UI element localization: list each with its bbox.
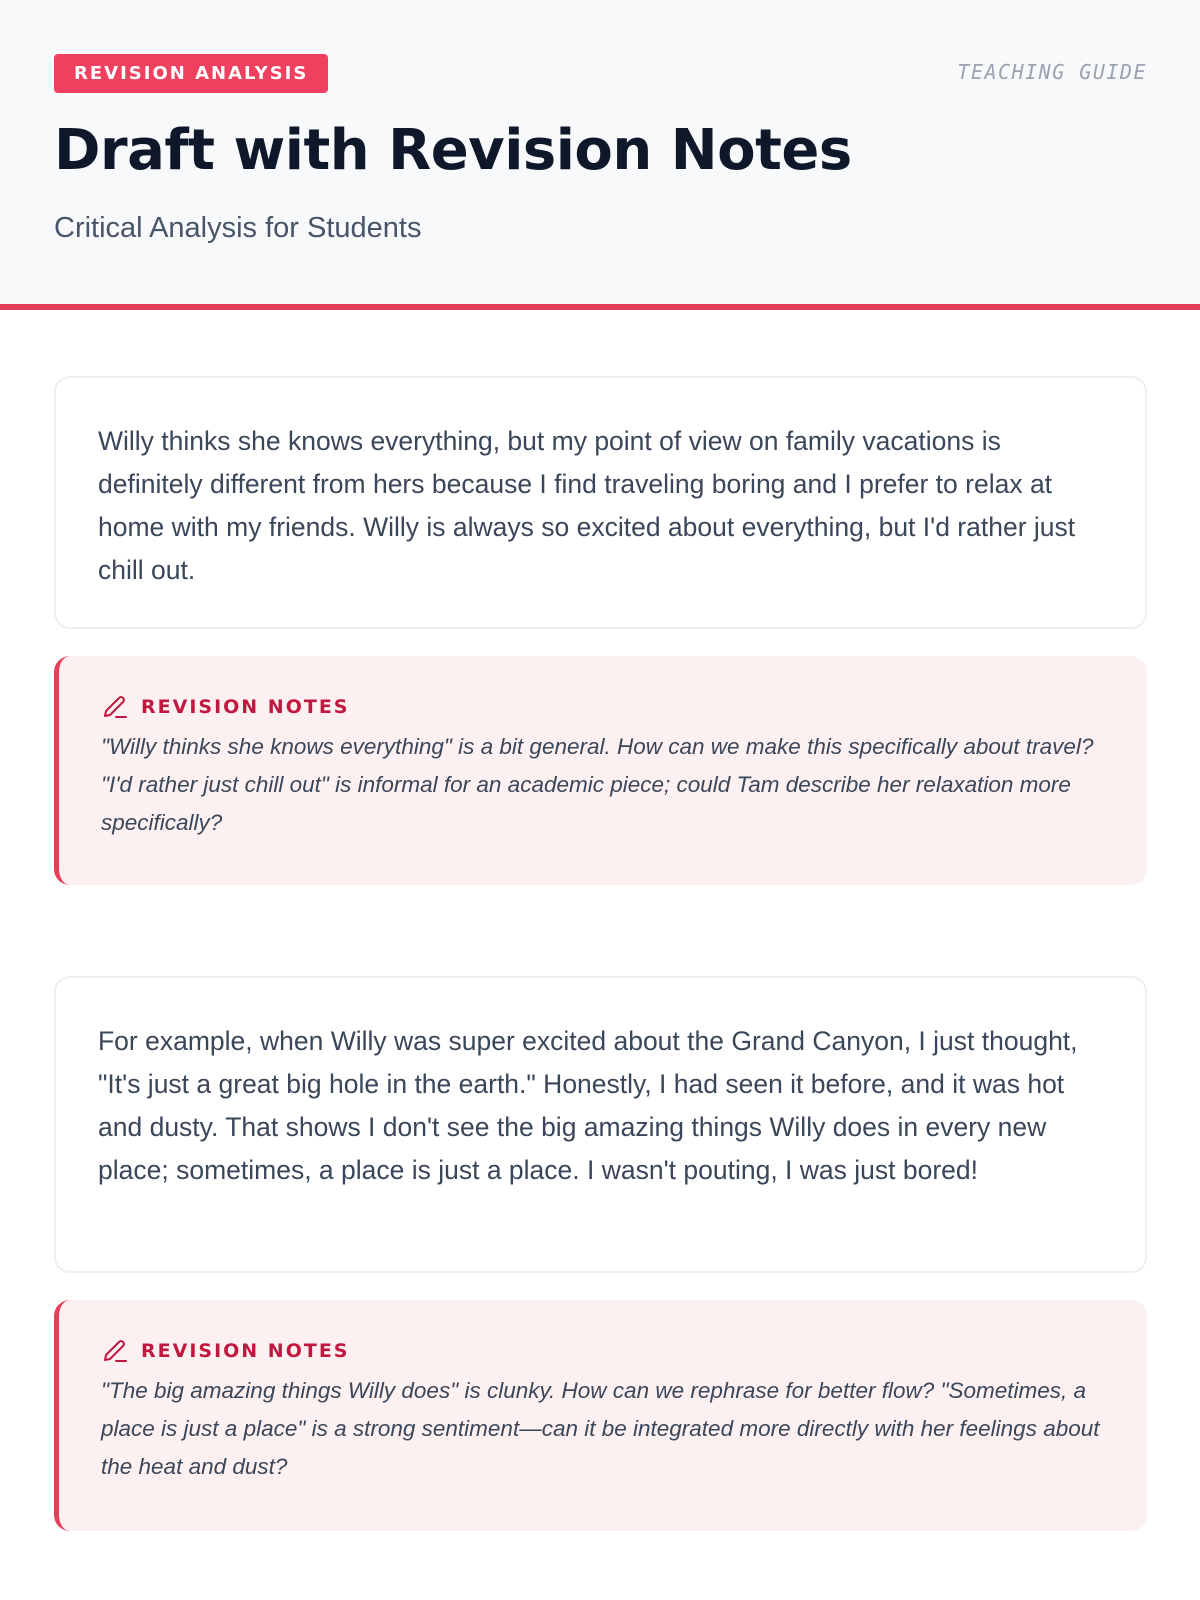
revision-note-card bbox=[54, 1300, 1147, 1531]
category-badge: REVISION ANALYSIS bbox=[54, 54, 328, 93]
revision-note-header bbox=[101, 1336, 1107, 1366]
pen-icon bbox=[101, 1337, 129, 1365]
page-title: Draft with Revision Notes bbox=[54, 118, 852, 183]
draft-paragraph-text: Willy thinks she knows everything, but my point of view on family vacations is definitely different from hers because I find traveling boring and I prefer to relax at home with my friends. Willy is always so excited about everything, but I'd rather just chill out. bbox=[98, 426, 1076, 585]
draft-paragraph-card bbox=[54, 976, 1147, 1273]
revision-note-label: REVISION NOTES bbox=[141, 696, 350, 718]
pen-icon bbox=[101, 693, 129, 721]
revision-note-header bbox=[101, 692, 1107, 722]
page-subtitle: Critical Analysis for Students bbox=[54, 212, 422, 244]
guide-label: TEACHING GUIDE bbox=[957, 60, 1147, 84]
revision-note-card bbox=[54, 656, 1147, 885]
draft-paragraph-card bbox=[54, 376, 1147, 629]
revision-note-label: REVISION NOTES bbox=[141, 1340, 350, 1362]
draft-paragraph-text: For example, when Willy was super excited about the Grand Canyon, I just thought, "It's just a great big hole in the earth." Honestly, I had seen it before, and it was hot and dusty. That shows I don't see the big amazing things Willy does in every new place; sometimes, a place is just a place. I wasn't pouting, I was just bored! bbox=[98, 1026, 1078, 1185]
revision-note-text: "The big amazing things Willy does" is clunky. How can we rephrase for better flow? "Sometimes, a place is just a place" is a strong sentiment—can it be integrated more directly with her feelings about the heat and dust? bbox=[101, 1378, 1100, 1479]
page-header bbox=[0, 0, 1200, 310]
revision-note-text: "Willy thinks she knows everything" is a bit general. How can we make this specifically about travel? "I'd rather just chill out" is informal for an academic piece; could Tam describe her relaxation more specifically? bbox=[101, 734, 1094, 835]
